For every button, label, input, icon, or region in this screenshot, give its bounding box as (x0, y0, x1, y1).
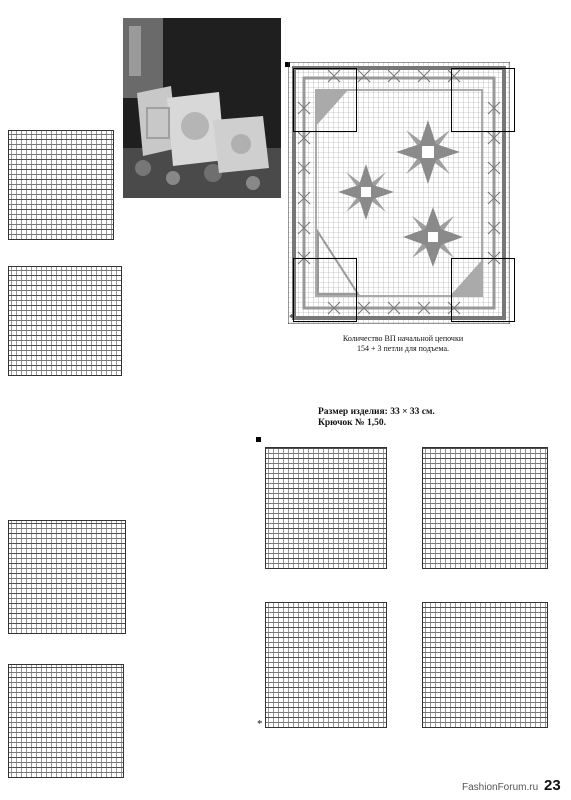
page-number: 23 (544, 777, 561, 794)
corner-frame-bottom-left (293, 258, 357, 322)
stitch-diagram-left-1 (8, 130, 114, 240)
hook-line: Крючок № 1,50. (318, 418, 386, 428)
corner-diagram-bottom-right (422, 602, 548, 728)
corner-start-marker (256, 437, 261, 442)
corner-diagram-top-right (422, 447, 548, 569)
corner-diagram-bottom-left (265, 602, 387, 728)
corner-frame-top-right (451, 68, 515, 132)
stitch-diagram-left-4 (8, 664, 124, 778)
pillows-photo (123, 18, 281, 198)
size-info (318, 407, 518, 429)
corner-diagram-top-left (265, 447, 387, 569)
stitch-diagram-left-3 (8, 520, 126, 634)
caption-line-2: 154 + 3 петли для подъема. (356, 344, 450, 353)
corner-start-star: * (257, 718, 263, 730)
caption-line-1: Количество ВП начальной цепочки (342, 334, 464, 343)
corner-frame-top-left (293, 68, 357, 132)
stitch-diagram-left-2 (8, 266, 122, 376)
chain-caption (318, 334, 488, 354)
size-line: Размер изделия: 33 × 33 см. (318, 407, 435, 417)
site-watermark: FashionForum.ru (462, 782, 539, 793)
start-star: * (289, 312, 295, 324)
corner-frame-bottom-right (451, 258, 515, 322)
